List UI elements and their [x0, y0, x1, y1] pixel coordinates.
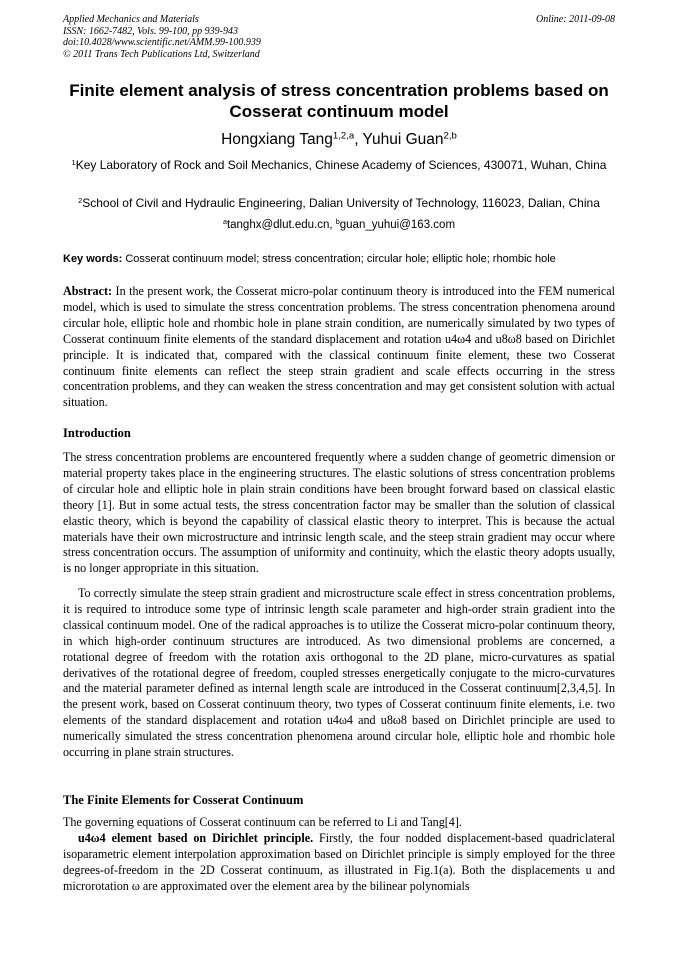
issn-line: ISSN: 1662-7482, Vols. 99-100, pp 939-943 [63, 25, 238, 37]
section-heading-finite-elements: The Finite Elements for Cosserat Continuum [63, 793, 304, 807]
affiliation-superscript: 1 [71, 157, 76, 167]
journal-header [63, 14, 615, 60]
paragraph-run-in-heading: u4ω4 element based on Dirichlet principle. [78, 831, 314, 845]
keywords [63, 253, 615, 266]
abstract [63, 284, 615, 411]
email-link[interactable]: guan_yuhui@163.com [339, 219, 456, 231]
affiliation-text: School of Civil and Hydraulic Engineering, Dalian University of Technology, 116023, Dalian, China [82, 196, 600, 210]
journal-name: Applied Mechanics and Materials [63, 14, 199, 25]
paragraph [63, 831, 615, 895]
author-name: Hongxiang Tang [221, 131, 333, 148]
affiliation-2 [63, 196, 615, 211]
paragraph: To correctly simulate the steep strain gradient and microstructure scale effect in stress concentration problems, it is required to introduce some type of intrinsic length scale parameter and high-order strain gradient into the classical continuum model. One of the radical approaches is to utilize the Cosserat micro-polar continuum theory, in which high-order continuum structures are introduced. As two dimensional problems are concerned, a rotational degree of freedom with the rotation axis orthogonal to the 2D plane, micro-curvatures as spatial derivatives of the rotational degree of freedom, coupled stresses energetically conjugate to the micro-curvatures and the material parameter defined as internal length scale are introduced in the Cosserat continuum[2,3,4,5]. In the present work, based on Cosserat continuum theory, two types of Cosserat continuum finite elements, i.e. two elements of the standard displacement and rotation u4ω4 and u8ω8 based on Dirichlet principle are used to numerically simulated the stress concentration phenomena around circular hole, elliptic hole and rhombic hole occurring in plane strain structures. [63, 586, 615, 760]
paragraph: The governing equations of Cosserat continuum can be referred to Li and Tang[4]. [63, 815, 462, 829]
keywords-label: Key words: [63, 253, 123, 265]
online-date: Online: 2011-09-08 [536, 14, 615, 25]
email-line [63, 218, 615, 232]
paper-title: Finite element analysis of stress concentration problems based on Cosserat continuum model [69, 81, 609, 121]
email-superscript: a [222, 218, 227, 227]
affiliation-superscript: 2 [78, 195, 83, 205]
paragraph-text: Firstly, the four nodded displacement-based quadriclateral isoparametric element interpolation approximation based on Dirichlet principle is simply employed for the three degrees-of-freedom in the 2D Cosserat continuum, as illustrated in Fig.1(a). Both the displacements u and microrotation ω are approximated over the element area by the bilinear polynomials [63, 831, 615, 893]
email-link[interactable]: tanghx@dlut.edu.cn, [226, 219, 336, 231]
doi-line: doi:10.4028/www.scientific.net/AMM.99-100.939 [63, 37, 261, 48]
abstract-text: In the present work, the Cosserat micro-polar continuum theory is introduced into the FEM numerical model, which is used to simulate the stress concentration problems. The stress concentration phenomena around circular hole, elliptic hole and rhombic hole in plane strain condition, are numerically simulated by two types of Cosserat continuum finite elements of the standard displacement and rotation u4ω4 and u8ω8 based on Dirichlet principle. It is indicated that, compared with the classical continuum finite element, these two Cosserat continuum finite elements can reflect the steep strain gradient and scale effects occurring in the stress concentration problems, and they can weaken the stress concentration and may get consistent solution with actual situation. [63, 284, 615, 410]
keywords-text: Cosserat continuum model; stress concentration; circular hole; elliptic hole; rhombic hole [122, 253, 556, 265]
author-superscript: 2,b [443, 130, 457, 142]
author-line [40, 131, 638, 149]
paragraph: The stress concentration problems are encountered frequently where a sudden change of geometric dimension or material property takes place in the engineering structures. The elastic solutions of stress concentration problems of circular hole and elliptic hole in plain strain conditions have been brought forward based on classical elastic theory [1]. But in some actual tests, the stress concentration factor may be smaller than the solution of classical elastic theory, which is beyond the capability of classical elastic theory to interpret. This is because the actual materials have their own microstructure and intrinsic length scale, and the steep strain gradient may occur where stress concentration occurs. The assumption of uniformity and continuity, which the elastic theory adopts usually, is no longer appropriate in this situation. [63, 450, 615, 576]
author-superscript: 1,2,a [332, 130, 355, 142]
author-separator: , [354, 131, 363, 148]
affiliation-text: Key Laboratory of Rock and Soil Mechanics, Chinese Academy of Sciences, 430071, Wuhan, China [75, 158, 607, 172]
copyright-line: © 2011 Trans Tech Publications Ltd, Switzerland [63, 48, 260, 60]
email-superscript: b [335, 218, 340, 227]
affiliation-1 [63, 158, 615, 173]
section-heading-introduction: Introduction [63, 426, 131, 440]
author-name: Yuhui Guan [362, 131, 444, 148]
abstract-label: Abstract: [63, 284, 113, 298]
